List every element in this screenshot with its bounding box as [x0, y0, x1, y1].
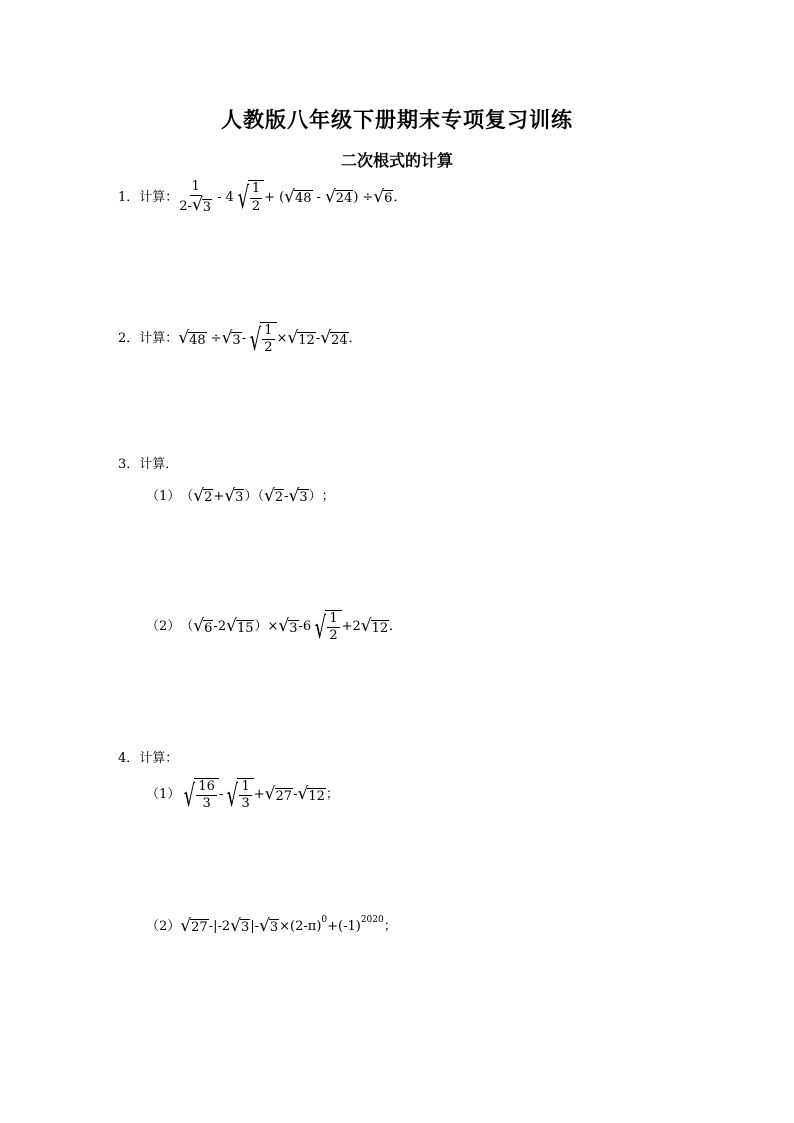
problem-2-tail: ． — [348, 331, 362, 347]
problem-4-label: 4．计算： — [118, 751, 179, 766]
fraction: 1 2- √ 3 — [179, 179, 212, 216]
problem-4-1 — [146, 778, 339, 812]
problem-3-2-tail: ． — [389, 619, 403, 635]
problem-4-1-label: （1） — [146, 787, 181, 803]
problem-4-2-expression: √ 27 -|-2 √ 3 |- √ 3 ×(2-π) $^0$ +(-1) $^{2020}$ — [180, 915, 384, 936]
problem-1-label: 1．计算： — [118, 189, 179, 205]
problem-3 — [118, 458, 178, 471]
problem-3-1-tail: ； — [321, 489, 335, 504]
problem-4-2-label: （2） — [146, 919, 181, 934]
problem-2-expression: √ 48 ÷ √ 3 - √ $\frac{1}{2}$ × √ 12 - √ 24 — [178, 322, 348, 358]
problem-1-tail: ． — [393, 189, 407, 205]
problem-4-2 — [146, 915, 397, 936]
page-title: 人教版八年级下册期末专项复习训练 — [221, 107, 573, 132]
page-subtitle: 二次根式的计算 — [340, 151, 453, 170]
problem-2 — [118, 322, 362, 356]
problem-3-2-expression: （ √ 6 -2 √ 15 ）× √ 3 -6 √ $\frac{1}{2}$ +2 √ 12 — [180, 610, 389, 646]
problem-3-2 — [146, 610, 402, 644]
problem-2-label: 2．计算： — [118, 331, 179, 347]
problem-3-1-expression: （ √ 2 + √ 3 ）（ √ 2 - √ 3 ） — [180, 486, 322, 506]
problem-3-label: 3．计算． — [118, 457, 179, 472]
problem-3-1 — [146, 488, 335, 505]
problem-1-expression: 1 2- √ 3 - 4 √ $\frac{1}{2}$ + ( √ 48 - √ 24 ) ÷ √ 6 — [179, 179, 393, 216]
problem-4-2-tail: ； — [383, 919, 397, 934]
problem-1 — [118, 180, 406, 214]
problem-4-1-expression: √ $\frac{16}{3}$ - √ $\frac{1}{3}$ + √ 27 - √ 12 — [183, 778, 325, 814]
problem-3-2-label: （2） — [146, 619, 181, 635]
problem-3-1-label: （1） — [146, 489, 181, 504]
problem-4-1-tail: ； — [325, 787, 339, 803]
problem-4 — [118, 752, 178, 765]
